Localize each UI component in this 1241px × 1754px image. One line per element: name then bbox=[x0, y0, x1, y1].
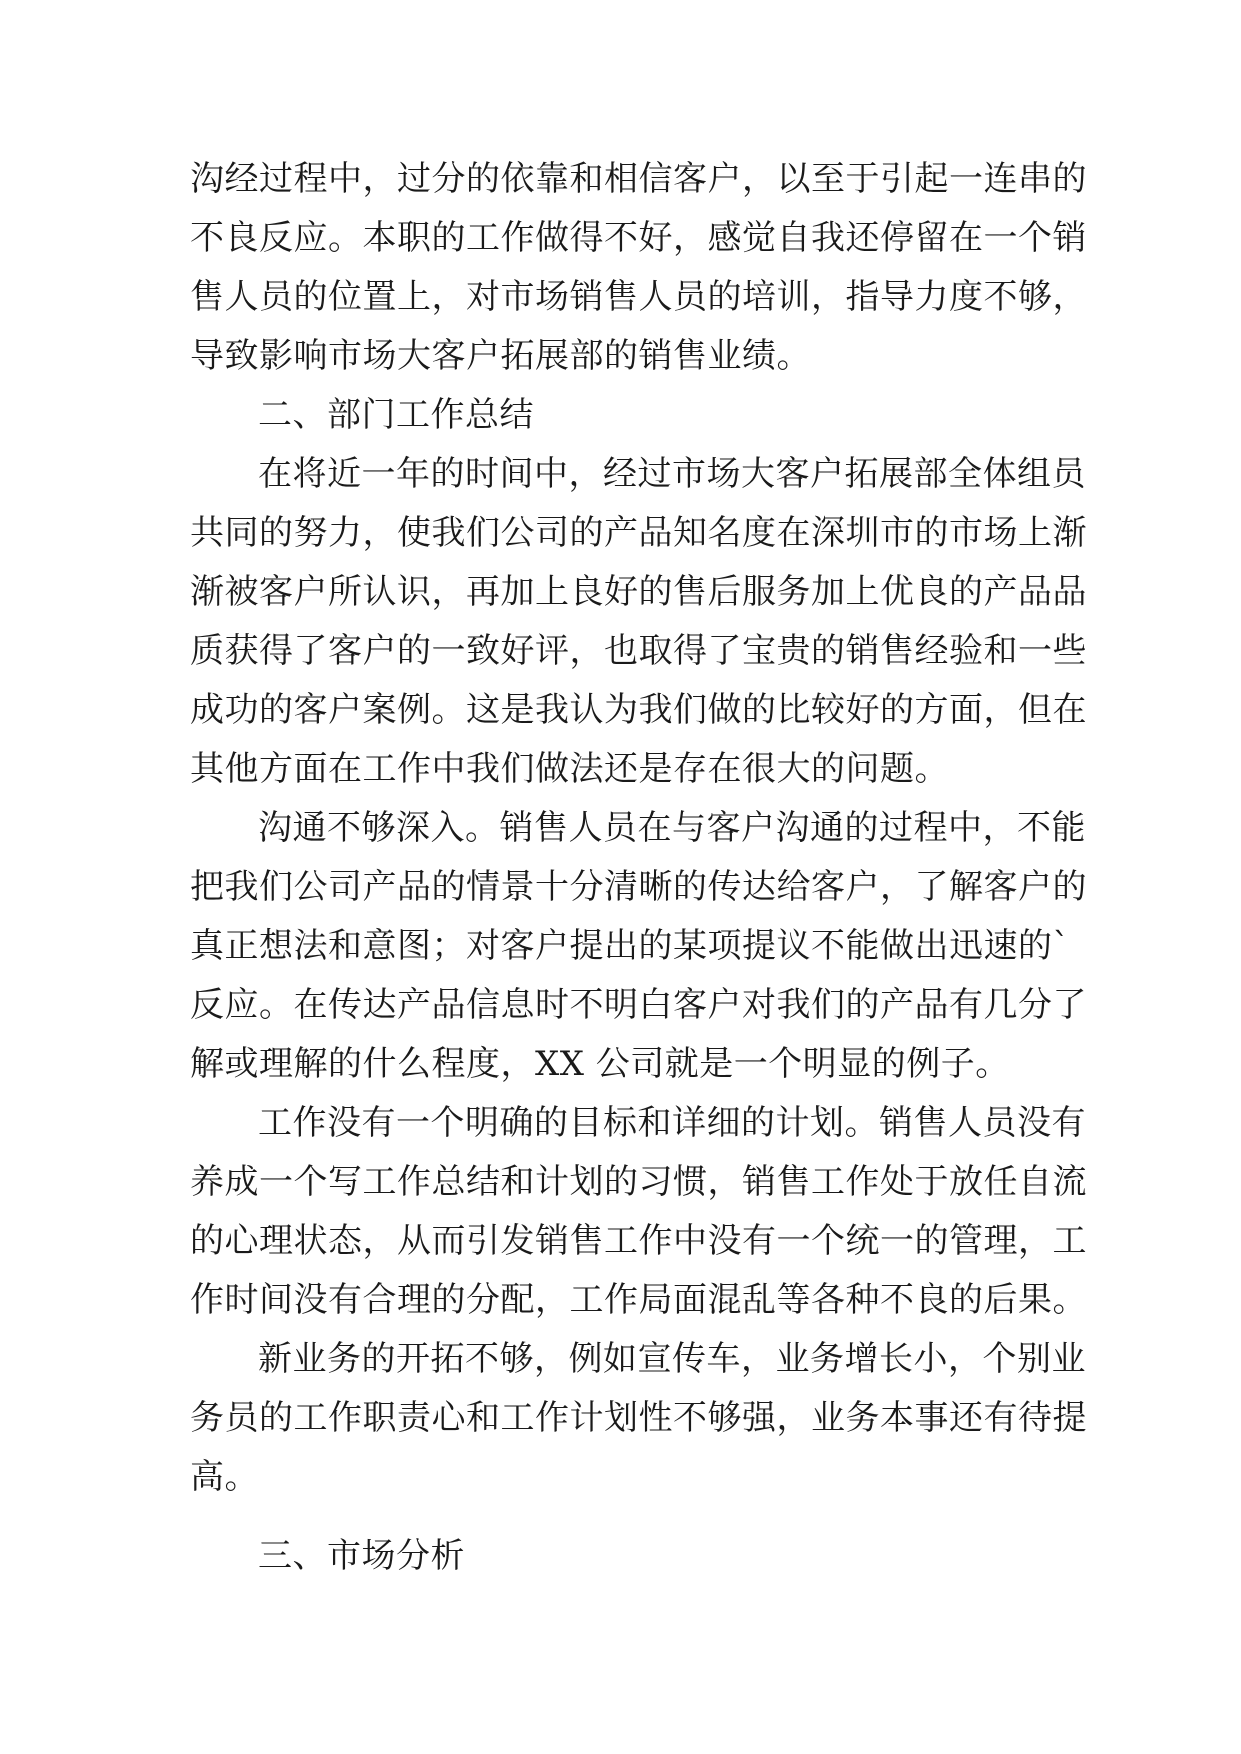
section-heading: 二、部门工作总结 bbox=[258, 395, 534, 435]
section-heading: 三、市场分析 bbox=[258, 1536, 465, 1576]
text-line: 成功的客户案例。这是我认为我们做的比较好的方面，但在 bbox=[190, 690, 1087, 730]
text-line: 务员的工作职责心和工作计划性不够强，业务本事还有待提 bbox=[190, 1398, 1087, 1438]
text-line: 解或理解的什么程度，XX 公司就是一个明显的例子。 bbox=[190, 1044, 1010, 1084]
text-line: 真正想法和意图；对客户提出的某项提议不能做出迅速的` bbox=[190, 926, 1070, 966]
text-line: 养成一个写工作总结和计划的习惯，销售工作处于放任自流 bbox=[190, 1162, 1087, 1202]
document-body bbox=[190, 150, 1087, 1586]
text-line: 质获得了客户的一致好评，也取得了宝贵的销售经验和一些 bbox=[190, 631, 1087, 671]
text-line: 共同的努力，使我们公司的产品知名度在深圳市的市场上渐 bbox=[190, 513, 1087, 553]
text-line: 高。 bbox=[190, 1457, 259, 1497]
text-line: 把我们公司产品的情景十分清晰的传达给客户，了解客户的 bbox=[190, 867, 1087, 907]
text-line: 其他方面在工作中我们做法还是存在很大的问题。 bbox=[190, 749, 949, 789]
text-line: 作时间没有合理的分配，工作局面混乱等各种不良的后果。 bbox=[190, 1280, 1087, 1320]
text-line: 导致影响市场大客户拓展部的销售业绩。 bbox=[190, 336, 811, 376]
text-line: 沟通不够深入。销售人员在与客户沟通的过程中，不能 bbox=[258, 808, 1086, 848]
text-line: 工作没有一个明确的目标和详细的计划。销售人员没有 bbox=[258, 1103, 1086, 1143]
text-line: 沟经过程中，过分的依靠和相信客户，以至于引起一连串的 bbox=[190, 159, 1087, 199]
text-line: 的心理状态，从而引发销售工作中没有一个统一的管理，工 bbox=[190, 1221, 1087, 1261]
text-line: 不良反应。本职的工作做得不好，感觉自我还停留在一个销 bbox=[190, 218, 1087, 258]
text-line: 反应。在传达产品信息时不明白客户对我们的产品有几分了 bbox=[190, 985, 1087, 1025]
text-line: 新业务的开拓不够，例如宣传车，业务增长小，个别业 bbox=[258, 1339, 1086, 1379]
text-line: 售人员的位置上，对市场销售人员的培训，指导力度不够， bbox=[190, 277, 1087, 317]
text-line: 在将近一年的时间中，经过市场大客户拓展部全体组员 bbox=[258, 454, 1086, 494]
text-line: 渐被客户所认识，再加上良好的售后服务加上优良的产品品 bbox=[190, 572, 1087, 612]
